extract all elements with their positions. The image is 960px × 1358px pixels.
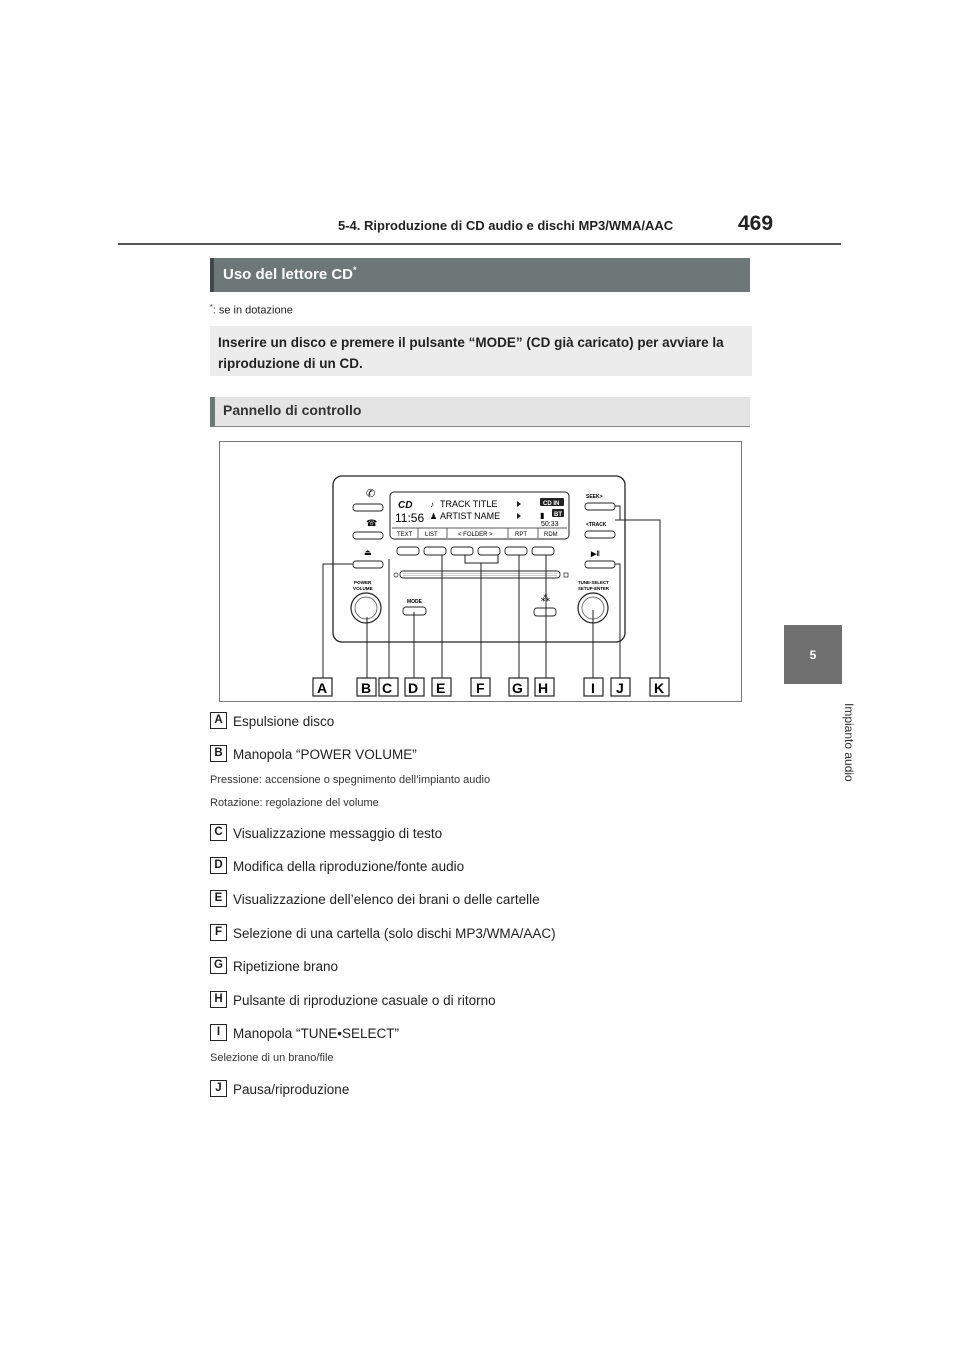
item-badge-b: B — [210, 745, 227, 762]
preset-button-1[interactable] — [397, 547, 419, 555]
item-badge-h: H — [210, 991, 227, 1008]
item-badge-d: D — [210, 857, 227, 874]
chapter-tab — [784, 625, 842, 684]
chapter-tab-number: 5 — [809, 647, 817, 662]
eject-icon: ⏏ — [364, 548, 372, 557]
item-text-h: Pulsante di riproduzione casuale o di ritorno — [233, 993, 496, 1008]
svg-text:J: J — [616, 680, 624, 696]
footnote-marker: * — [210, 304, 213, 311]
svg-text:F: F — [476, 680, 485, 696]
item-note-b-press: Pressione: accensione o spegnimento dell’impianto audio — [210, 774, 491, 786]
display-track-title: TRACK TITLE — [440, 499, 498, 509]
sound-setup-icon: ⁂ — [541, 593, 550, 603]
svg-text:D: D — [408, 680, 419, 696]
softkey-rdm: RDM — [544, 532, 558, 538]
item-text-b: Manopola “POWER VOLUME” — [233, 747, 417, 762]
item-text-e: Visualizzazione dell’elenco dei brani o delle cartelle — [233, 892, 540, 907]
disc-slot[interactable] — [400, 571, 560, 578]
section-asterisk: * — [353, 265, 357, 275]
preset-button-6[interactable] — [532, 547, 554, 555]
callout-labels — [313, 678, 669, 696]
chapter-header: 5-4. Riproduzione di CD audio e dischi MP3/WMA/AAC — [338, 218, 674, 233]
item-text-i: Manopola “TUNE•SELECT” — [233, 1026, 400, 1041]
svg-text:B: B — [361, 680, 372, 696]
hangup-icon: ☎ — [366, 518, 378, 528]
control-panel-figure — [219, 441, 742, 702]
play-pause-icon: ▶ǁ — [591, 551, 600, 558]
track-button[interactable] — [585, 531, 615, 538]
svg-text:I: I — [591, 680, 595, 696]
power-volume-label-1: POWER — [354, 580, 372, 585]
chapter-tab-label: Impianto audio — [842, 703, 856, 782]
footnote — [210, 304, 293, 317]
eject-button[interactable] — [353, 561, 383, 568]
callout-k — [650, 678, 669, 696]
softkey-rpt: RPT — [515, 532, 527, 538]
footnote-text: : se in dotazione — [212, 304, 293, 317]
item-note-b-rotate: Rotazione: regolazione del volume — [210, 797, 379, 809]
item-badge-c: C — [210, 824, 227, 841]
item-note-i-select: Selezione di un brano/file — [210, 1052, 334, 1064]
preset-button-2[interactable] — [424, 547, 446, 555]
subsection-accent — [210, 397, 215, 427]
phone-hangup-button[interactable] — [353, 532, 383, 539]
cd-in-label: CD IN — [543, 501, 560, 507]
preset-button-3[interactable] — [451, 547, 473, 555]
play-pause-button[interactable] — [585, 561, 615, 568]
item-badge-e: E — [210, 890, 227, 907]
item-text-d: Modifica della riproduzione/fonte audio — [233, 859, 465, 874]
tune-select-label-1: TUNE·SELECT — [578, 580, 609, 585]
page-number: 469 — [738, 212, 774, 235]
callout-i — [584, 678, 603, 696]
info-box — [210, 326, 752, 376]
item-badge-a: A — [210, 712, 227, 729]
svg-text:A: A — [317, 680, 328, 696]
item-badge-i: I — [210, 1024, 227, 1041]
item-badge-g: G — [210, 957, 227, 974]
power-volume-label-2: VOLUME — [353, 586, 373, 591]
info-text: Inserire un disco e premere il pulsante “MODE” (CD già caricato) per avviare la riproduzione di un CD. — [218, 335, 724, 371]
callout-h — [535, 678, 554, 696]
callout-f — [471, 678, 490, 696]
display-elapsed: 50:33 — [541, 521, 559, 528]
preset-button-4[interactable] — [478, 547, 500, 555]
subsection-title: Pannello di controllo — [223, 402, 362, 418]
callout-j — [611, 678, 630, 696]
svg-text:K: K — [654, 680, 665, 696]
callout-d — [405, 678, 424, 696]
svg-text:G: G — [512, 680, 523, 696]
music-note-icon: ♪ — [430, 500, 434, 509]
seek-label: SEEK> — [586, 494, 603, 500]
callout-b — [357, 678, 376, 696]
svg-text:H: H — [538, 680, 549, 696]
track-label: <TRACK — [586, 522, 607, 528]
power-volume-knob[interactable] — [351, 593, 381, 623]
item-badge-f: F — [210, 924, 227, 941]
tune-select-label-2: SETUP·ENTER — [578, 586, 609, 591]
subsection-heading — [210, 397, 750, 427]
display-source: CD — [398, 500, 413, 511]
display-clock: 11:56 — [395, 511, 425, 525]
svg-text:E: E — [436, 680, 446, 696]
bt-label: BT — [554, 512, 562, 518]
svg-text:C: C — [382, 680, 393, 696]
softkey-list: LIST — [425, 532, 438, 538]
section-title: Uso del lettore CD — [223, 266, 354, 283]
softkey-text: TEXT — [397, 532, 413, 538]
mode-label: MODE — [407, 599, 422, 605]
item-text-j: Pausa/riproduzione — [233, 1082, 350, 1097]
section-accent — [210, 258, 214, 292]
phone-icon: ✆ — [366, 488, 376, 500]
control-panel-illustration — [220, 442, 741, 701]
callout-e — [432, 678, 451, 696]
callout-a — [313, 678, 332, 696]
callout-c — [379, 678, 398, 696]
artist-icon: ♟ — [430, 512, 438, 521]
item-text-g: Ripetizione brano — [233, 959, 339, 974]
phone-pickup-button[interactable] — [353, 504, 383, 511]
softkey-folder: < FOLDER > — [458, 532, 493, 538]
display-artist-name: ARTIST NAME — [440, 511, 501, 521]
item-text-a: Espulsione disco — [233, 714, 335, 729]
callout-g — [509, 678, 528, 696]
header-divider — [118, 243, 841, 245]
preset-button-5[interactable] — [505, 547, 527, 555]
signal-icon: ▮ — [540, 511, 545, 520]
section-heading — [210, 258, 750, 292]
setup-button[interactable] — [534, 608, 556, 616]
item-text-c: Visualizzazione messaggio di testo — [233, 826, 443, 841]
item-text-f: Selezione di una cartella (solo dischi MP3/WMA/AAC) — [233, 926, 556, 941]
seek-button[interactable] — [585, 503, 615, 510]
item-badge-j: J — [210, 1080, 227, 1097]
